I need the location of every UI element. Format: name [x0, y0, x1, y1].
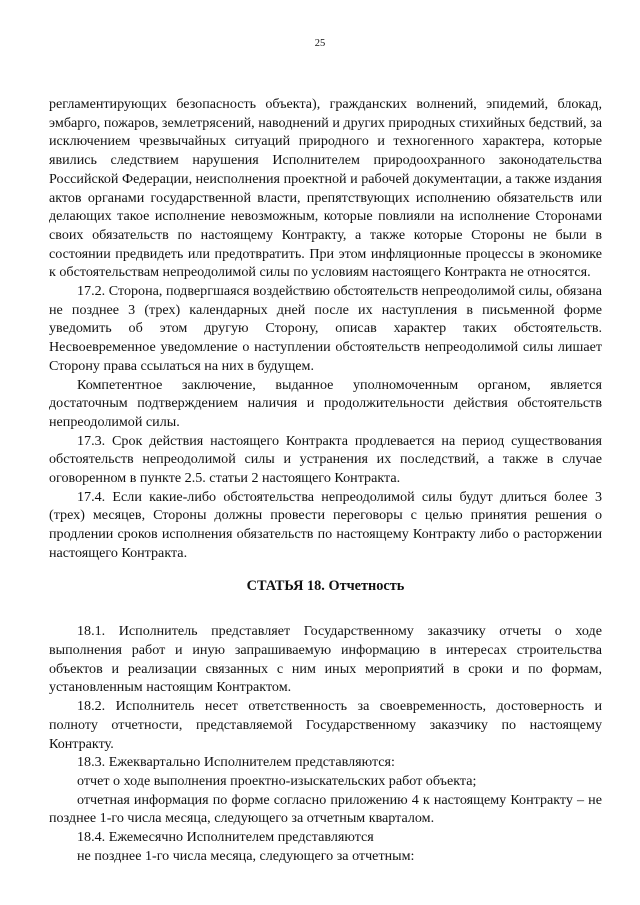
- paragraph-17-2: 17.2. Сторона, подвергшаяся воздействию обстоятельств непреодолимой силы, обязана не позднее 3 (трех) календарных дней после их наступления в письменной форме уведомить об этом другую Сторону, описав характер таких обстоятельств. Несвоевременное уведомление о наступлении обстоятельств непреодолимой силы лишает Сторону права ссылаться на них в будущем.: [49, 283, 602, 374]
- paragraph-18-2: 18.2. Исполнитель несет ответственность за своевременность, достоверность и полноту отчетности, представляемой Государственному заказчику по настоящему Контракту.: [49, 698, 602, 752]
- page-number: 25: [314, 38, 326, 49]
- paragraph-18-1: 18.1. Исполнитель представляет Государственному заказчику отчеты о ходе выполнения работ и иную запрашиваемую информацию в интересах строительства объектов и реализации связанных с ним иных мероприятий в сроки и по формам, установленным настоящим Контрактом.: [49, 623, 602, 696]
- paragraph-17-3: 17.3. Срок действия настоящего Контракта продлевается на период существования обстоятельств непреодолимой силы и устранения их последствий, а также в случае оговоренном в пункте 2.5. статьи 2 настоящего Контракта.: [49, 432, 602, 487]
- article-18-heading: СТАТЬЯ 18. Отчетность: [246, 577, 405, 594]
- paragraph-18-4: 18.4. Ежемесячно Исполнителем представляются: [77, 829, 374, 846]
- paragraph-force-majeure-continued: регламентирующих безопасность объекта), гражданских волнений, эпидемий, блокад, эмбарго, пожаров, землетрясений, наводнений и других природных стихийных бедствий, за исключением чрезвычайных ситуаций природного и техногенного характера, которые явились следствием нарушения Исполнителем природоохранного законодательства Российской Федерации, неисполнения проектной и рабочей документации, а также издания актов органами государственной власти, препятствующих исполнению обязательств или делающих такое исполнение невозможным, которые повлияли на исполнение Сторонами своих обязательств по настоящему Контракту, а также которые Стороны не были в состоянии предвидеть или предотвратить. При этом инфляционные процессы в экономике к обстоятельствам непреодолимой силы по условиям настоящего Контракта не относятся.: [49, 96, 602, 281]
- page-content: [49, 95, 602, 865]
- paragraph-18-3: 18.3. Ежеквартально Исполнителем представляются:: [77, 754, 395, 771]
- paragraph-monthly-deadline: не позднее 1-го числа месяца, следующего за отчетным:: [77, 847, 415, 864]
- paragraph-quarterly-report-info: отчетная информация по форме согласно приложению 4 к настоящему Контракту – не позднее 1-го числа месяца, следующего за отчетным кварталом.: [49, 791, 602, 827]
- paragraph-quarterly-progress-report: отчет о ходе выполнения проектно-изыскательских работ объекта;: [77, 772, 477, 789]
- paragraph-competent-conclusion: Компетентное заключение, выданное уполномоченным органом, является достаточным подтверждением наличия и продолжительности действия обстоятельств непреодолимой силы.: [49, 376, 602, 430]
- paragraph-17-4: 17.4. Если какие-либо обстоятельства непреодолимой силы будут длиться более 3 (трех) месяцев, Стороны должны провести переговоры с целью принятия решения о продлении сроков исполнения обязательств по настоящему Контракту либо о расторжении настоящего Контракта.: [49, 488, 602, 561]
